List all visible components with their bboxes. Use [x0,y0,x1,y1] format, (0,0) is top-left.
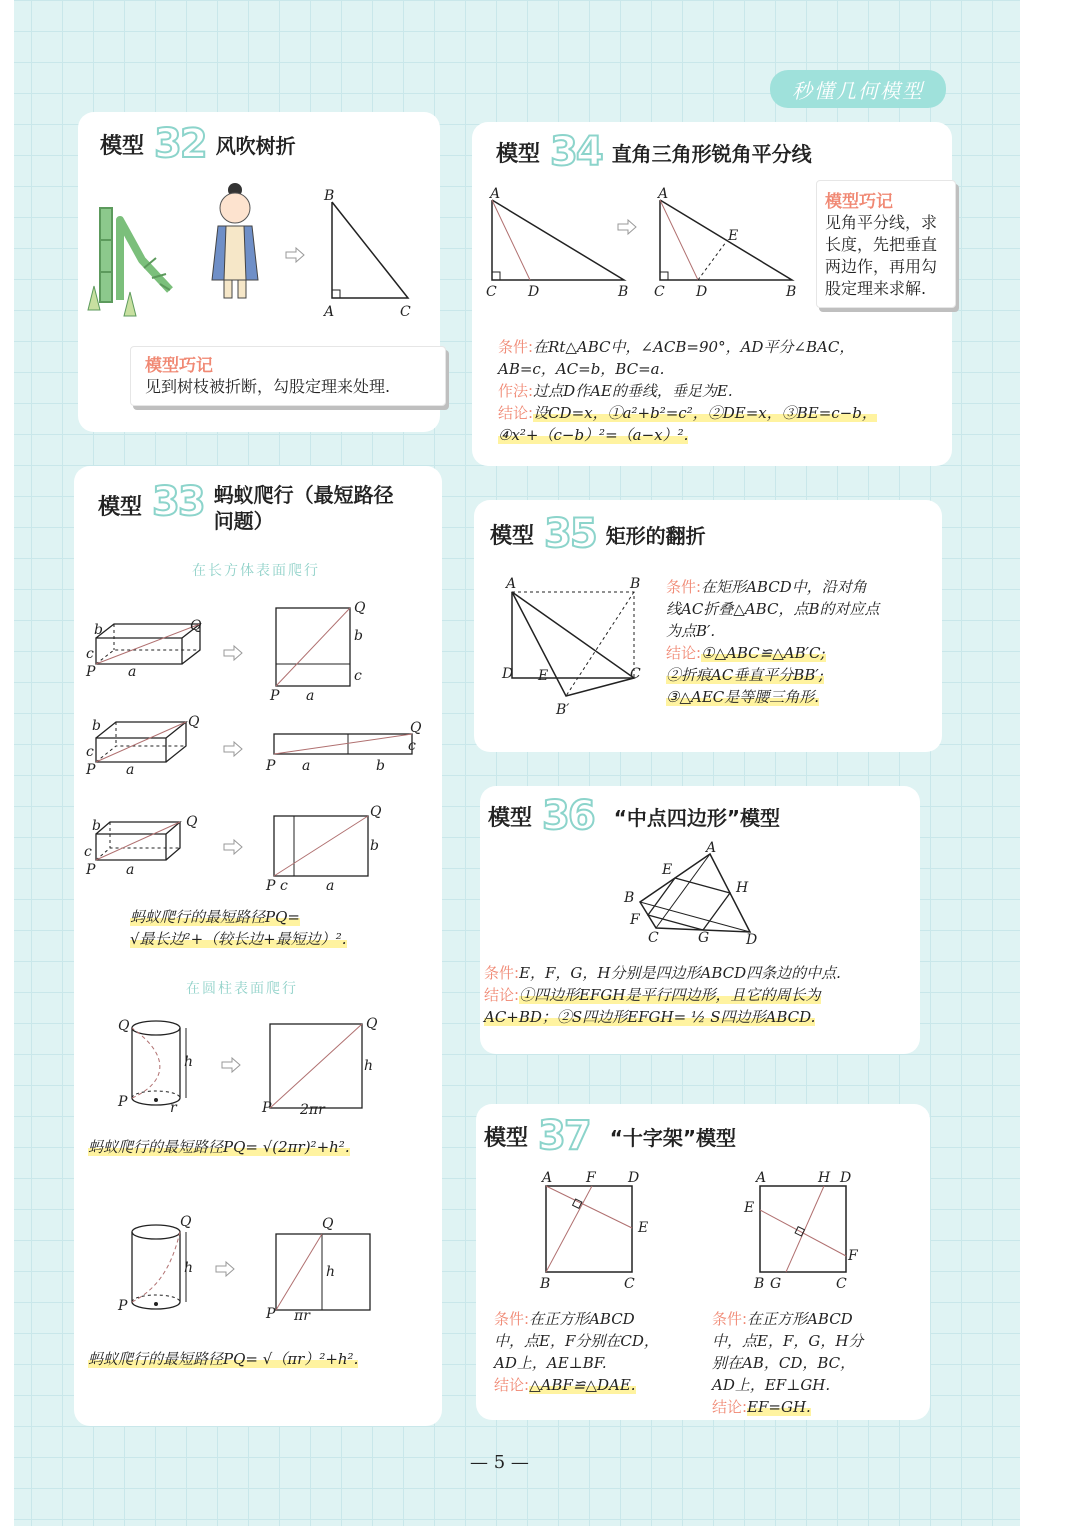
model-35-title-row [490,511,706,557]
label-c: c [280,878,288,894]
tip-label: 模型巧记 [145,356,213,376]
label-c: c [408,738,416,754]
point-c: C [400,304,411,320]
tip-line: 股定理来求解. [825,279,927,298]
label-b: b [92,818,101,834]
model-32-tip [130,346,446,406]
point-p: P [118,1094,128,1110]
point-b: B [540,1276,551,1292]
point-a: A [490,186,501,202]
tip-line: 见角平分线，求 [825,213,938,232]
label-a: a [126,762,135,778]
label-a: a [306,688,315,704]
tip-line: 两边作，再用勾 [825,257,938,276]
model-36-text [484,962,916,1028]
model-number: 35 [544,511,596,557]
point-d: D [746,932,758,948]
point-b-prime: B′ [556,702,570,718]
conclusion-label: 结论: [494,1376,530,1394]
condition-label: 条件: [712,1310,748,1328]
model-number: 37 [538,1113,590,1159]
model-35-text [666,576,930,708]
label-h: h [184,1054,194,1070]
point-c: C [654,284,665,300]
header-tag: 秒懂几何模型 [770,70,946,108]
condition-label: 条件: [666,578,702,596]
conclusion-text: ③△AEC是等腰三角形. [666,688,820,706]
condition-text: AD上，EF⊥GH. [712,1376,831,1394]
formula-text: 蚂蚁爬行的最短路径PQ= √(2πr)²+h². [88,1138,350,1156]
point-e: E [662,862,673,878]
point-q: Q [322,1216,334,1232]
model-title: “中点四边形”模型 [613,805,780,830]
point-h: H [818,1170,831,1186]
arrow-icon [222,1058,242,1072]
point-b: B [754,1276,765,1292]
label-c: c [84,844,92,860]
point-p: P [86,862,96,878]
point-q: Q [180,1214,192,1230]
formula-text: 蚂蚁爬行的最短路径PQ= √（πr）²+h². [88,1350,359,1368]
conclusion-text: EF=GH. [747,1398,811,1416]
model-number: 36 [542,793,594,839]
point-f: F [630,912,640,928]
condition-text: 在正方形ABCD [747,1310,853,1328]
arrow-icon [224,742,244,756]
condition-text: 中，点E，F，G，H分 [712,1332,864,1350]
label-h: h [326,1264,336,1280]
point-f: F [848,1248,858,1264]
model-title: 蚂蚁爬行（最短路径 [213,483,394,507]
model-37-figure-right [740,1166,880,1292]
cuboid-subtitle: 在长方体表面爬行 [192,563,320,579]
model-title: “十字架”模型 [609,1125,736,1150]
page-right-edge [1020,0,1080,1526]
point-q: Q [118,1018,130,1034]
model-word: 模型 [100,133,145,159]
label-a: a [126,862,135,878]
cylinder-net-1 [260,1012,390,1122]
model-number: 33 [152,479,204,525]
model-word: 模型 [98,495,143,520]
cylinder-subtitle: 在圆柱表面爬行 [186,981,298,997]
condition-label: 条件: [484,964,520,982]
label-b: b [94,622,103,638]
model-title: 风吹树折 [215,133,296,158]
cuboid-figure-1 [86,620,206,680]
label-b: b [354,628,363,644]
point-q: Q [190,618,202,634]
cuboid-net-2 [266,720,426,780]
label-b: b [376,758,385,774]
point-p: P [266,1306,276,1322]
point-q: Q [410,720,422,736]
cuboid-figure-3 [86,812,206,878]
condition-text: 中，点E，F分别在CD， [494,1332,659,1350]
cuboid-formula [130,906,430,950]
point-a: A [542,1170,553,1186]
point-p: P [86,664,96,680]
point-p: P [118,1298,128,1314]
point-a: A [658,186,669,202]
model-33-title-row [98,479,394,534]
model-34-title-row [496,129,812,175]
point-e: E [744,1200,755,1216]
arrow-icon [286,248,306,262]
point-e: E [538,668,549,684]
label-b: b [92,718,101,734]
point-c: C [486,284,497,300]
cylinder-figure-1 [114,1014,204,1114]
condition-text: 在Rt△ABC中，∠ACB=90°，AD平分∠BAC， [533,338,855,356]
model-word: 模型 [484,1125,529,1151]
model-32-triangle [318,188,428,318]
method-label: 作法: [498,382,534,400]
model-word: 模型 [490,523,535,549]
model-number: 32 [154,121,206,167]
formula-text: √最长边²+（较长边+最短边）². [130,930,347,948]
conclusion-text: ④x²+（c−b）²=（a−x）². [498,426,689,444]
label-r: r [170,1100,177,1116]
point-a: A [706,840,717,856]
model-36-figure [620,840,770,950]
label-c: c [86,646,94,662]
label-b: b [370,838,379,854]
point-b: B [624,890,635,906]
conclusion-label: 结论: [484,986,520,1004]
point-p: P [266,758,276,774]
point-e: E [728,228,739,244]
label-c: c [86,744,94,760]
conclusion-label: 结论: [712,1398,748,1416]
page-left-edge [0,0,14,1526]
model-34-figure-left [486,186,636,306]
model-37-title-row [484,1113,736,1159]
cylinder-formula-1 [88,1136,428,1158]
child-illustration [200,178,270,308]
point-c: C [624,1276,635,1292]
condition-text: 线AC折叠△ABC，点B的对应点 [666,600,880,618]
point-a: A [506,576,517,592]
model-37-right-text [712,1308,912,1418]
tip-label: 模型巧记 [825,192,893,212]
condition-text: E，F，G，H分别是四边形ABCD四条边的中点. [519,964,841,982]
point-e: E [638,1220,649,1236]
condition-text: AB=c，AC=b，BC=a. [498,360,665,378]
label-h: h [184,1260,194,1276]
point-c: C [648,930,659,946]
tip-line: 长度，先把垂直 [825,235,938,254]
bamboo-illustration [80,180,190,330]
conclusion-text: 设CD=x，①a²+b²=c²，②DE=x，③BE=c−b， [533,404,877,422]
point-p: P [266,878,276,894]
model-37-figure-left [530,1166,660,1292]
tip-text: 见到树枝被折断，勾股定理来处理. [145,377,391,396]
conclusion-label: 结论: [666,644,702,662]
page-number: — 5 — [470,1452,529,1473]
conclusion-label: 结论: [498,404,534,422]
arrow-icon [224,840,244,854]
point-c: C [630,666,641,682]
conclusion-text: △ABF≌△DAE. [529,1376,636,1394]
model-32-title-row [100,121,296,167]
label-c: c [354,668,362,684]
point-q: Q [354,600,366,616]
point-d: D [696,284,708,300]
model-36-title-row [488,793,780,839]
conclusion-text: ①△ABC≌△AB′C; [701,644,826,662]
point-p: P [270,688,280,704]
label-a: a [326,878,335,894]
model-34-figure-right [654,186,804,306]
formula-text: 蚂蚁爬行的最短路径PQ= [130,908,300,926]
point-f: F [586,1170,596,1186]
point-d: D [628,1170,640,1186]
point-b: B [324,188,335,204]
condition-text: 在正方形ABCD [529,1310,635,1328]
model-word: 模型 [488,805,533,831]
label-a: a [302,758,311,774]
model-title: 问题） [213,509,274,533]
point-b: B [630,576,641,592]
conclusion-text: AC+BD；②S四边形EFGH= ½ S四边形ABCD. [484,1008,816,1026]
model-word: 模型 [496,141,541,167]
point-q: Q [366,1016,378,1032]
point-c: C [836,1276,847,1292]
condition-text: 为点B′. [666,622,716,640]
model-number: 34 [550,129,602,175]
method-text: 过点D作AE的垂线，垂足为E. [533,382,733,400]
conclusion-text: ②折痕AC垂直平分BB′; [666,666,824,684]
point-d: D [502,666,514,682]
label-pir: πr [294,1308,310,1324]
model-35-figure [500,574,650,718]
conclusion-text: ①四边形EFGH是平行四边形，且它的周长为 [519,986,821,1004]
model-34-text [498,336,938,446]
point-b: B [786,284,797,300]
condition-text: AD上，AE⊥BF. [494,1354,607,1372]
cuboid-net-3 [266,804,386,894]
model-title-block [214,482,394,534]
point-p: P [86,762,96,778]
point-q: Q [186,814,198,830]
label-2pir: 2πr [300,1102,325,1118]
cylinder-net-2 [266,1214,386,1324]
point-d: D [840,1170,852,1186]
model-title: 直角三角形锐角平分线 [611,141,812,166]
label-h: h [364,1058,374,1074]
cylinder-figure-2 [114,1212,204,1322]
point-g: G [698,930,710,946]
condition-text: 别在AB，CD，BC， [712,1354,856,1372]
cuboid-net-1 [266,598,376,708]
model-34-tip [816,180,956,308]
point-q: Q [188,714,200,730]
model-title: 矩形的翻折 [605,523,706,548]
point-q: Q [370,804,382,820]
arrow-icon [618,220,638,234]
arrow-icon [224,646,244,660]
point-a: A [324,304,335,320]
point-d: D [528,284,540,300]
label-a: a [128,664,137,680]
point-h: H [736,880,749,896]
arrow-icon [216,1262,236,1276]
point-b: B [618,284,629,300]
cuboid-figure-2 [86,716,206,776]
point-g: G [770,1276,782,1292]
condition-text: 在矩形ABCD中，沿对角 [701,578,867,596]
condition-label: 条件: [498,338,534,356]
cylinder-formula-2 [88,1348,428,1370]
condition-label: 条件: [494,1310,530,1328]
model-37-left-text [494,1308,694,1396]
point-a: A [756,1170,767,1186]
point-p: P [262,1100,272,1116]
